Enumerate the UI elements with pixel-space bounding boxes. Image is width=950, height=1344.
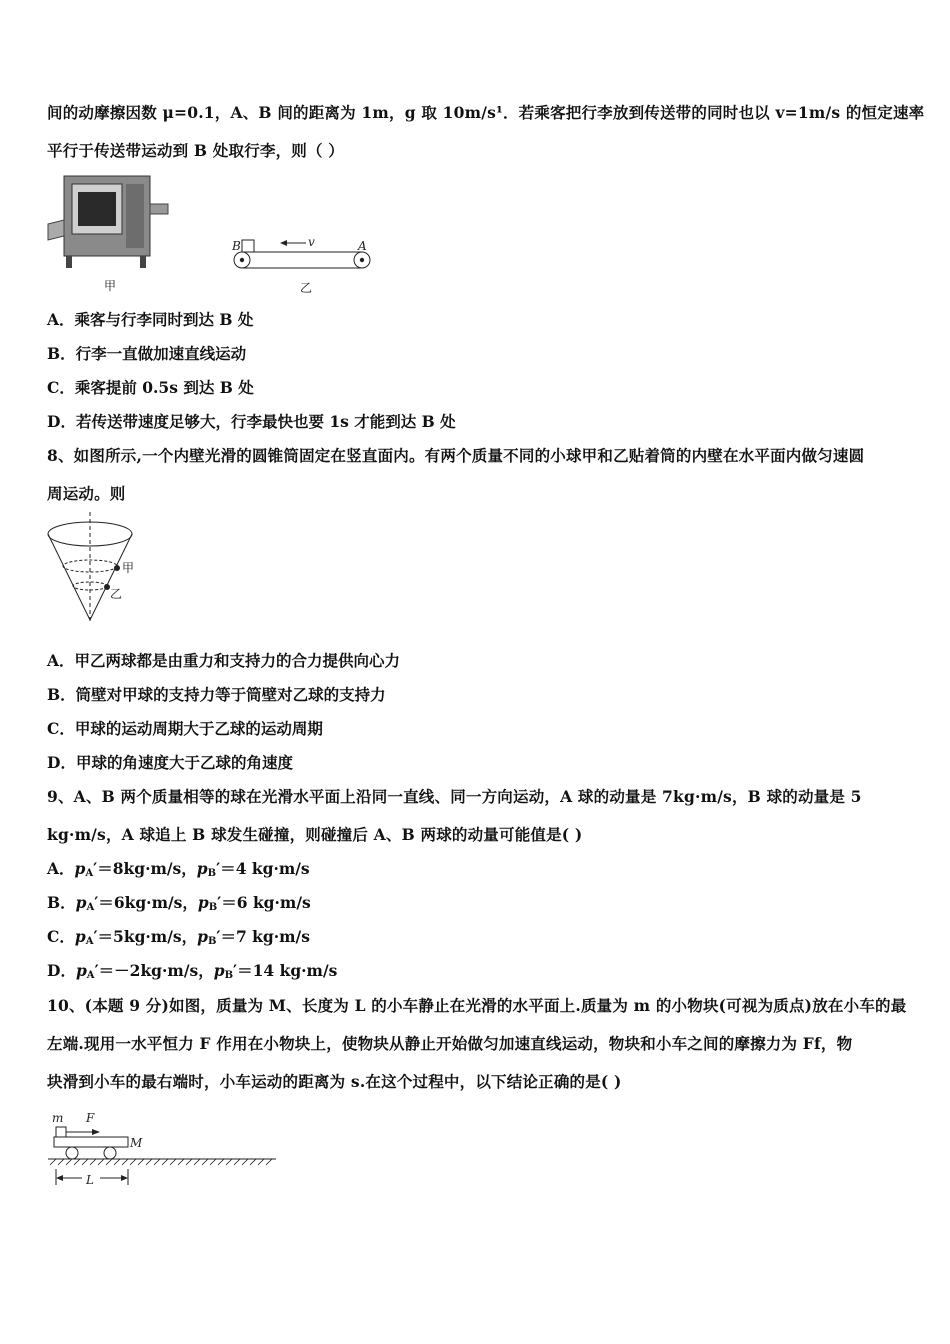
xray-machine-image — [48, 176, 168, 268]
q10-text-line2: 左端.现用一水平恒力 F 作用在小物块上，使物块从静止开始做匀加速直线运动，物块和小车之间的摩擦力为 Ff，物 — [47, 1034, 853, 1053]
belt-velocity-label: v — [308, 235, 315, 249]
ball-a-icon — [114, 565, 120, 571]
belt-label-a: A — [358, 239, 367, 253]
q10-cart-figure — [44, 1105, 284, 1191]
fig-label-b: 乙 — [300, 281, 313, 295]
q7-figure — [44, 170, 384, 295]
ball-b-label: 乙 — [110, 587, 123, 601]
block-m-icon — [56, 1127, 66, 1137]
ball-a-label: 甲 — [122, 561, 135, 575]
label-m: m — [52, 1111, 64, 1125]
q9-option-b: B．$p_A'=6kg\cdot m/s$，$p_B'=6$ kg·m/s — [47, 893, 311, 913]
q7-text-line1: 间的动摩擦因数 μ=0.1，A、B 间的距离为 1m，g 取 10m/s¹．若乘客把行李放到传送带的同时也以 v=1m/s 的恒定速率 — [47, 103, 925, 122]
q9-option-a: A．$p_A'=8kg\cdot m/s$，$p_B'=4$ kg·m/s — [47, 859, 310, 879]
label-M: M — [130, 1136, 143, 1150]
q9-text-line1: 9、A、B 两个质量相等的球在光滑水平面上沿同一直线、同一方向运动，A 球的动量是 7kg·m/s，B 球的动量是 5 — [47, 787, 862, 806]
q8-text-line2: 周运动。则 — [47, 484, 126, 503]
q9-option-d: D．$p_A'=-2kg\cdot m/s$，$p_B'=14$ kg·m/s — [47, 961, 338, 981]
q7-option-d: D．若传送带速度足够大，行李最快也要 1s 才能到达 B 处 — [47, 412, 456, 431]
q10-text-line3: 块滑到小车的最右端时，小车运动的距离为 s.在这个过程中，以下结论正确的是( ) — [47, 1072, 622, 1091]
q7-option-a: A．乘客与行李同时到达 B 处 — [47, 310, 254, 329]
q8-cone-figure — [44, 510, 154, 628]
q8-option-d: D．甲球的角速度大于乙球的角速度 — [47, 753, 293, 772]
belt-label-b: B — [232, 239, 241, 253]
q8-text-line1: 8、如图所示,一个内壁光滑的圆锥筒固定在竖直面内。有两个质量不同的小球甲和乙贴着筒的内壁在水平面内做匀速圆 — [47, 446, 865, 465]
q9-text-line2: kg·m/s，A 球追上 B 球发生碰撞，则碰撞后 A、B 两球的动量可能值是( ) — [47, 825, 583, 844]
q9-option-c: C．$p_A'=5kg\cdot m/s$，$p_B'=7$ kg·m/s — [47, 927, 310, 947]
q7-option-b: B．行李一直做加速直线运动 — [47, 344, 247, 363]
q10-text-line1: 10、(本题 9 分)如图，质量为 M、长度为 L 的小车静止在光滑的水平面上.质量为 m 的小物块(可视为质点)放在小车的最 — [47, 996, 907, 1015]
q8-option-c: C．甲球的运动周期大于乙球的运动周期 — [47, 719, 323, 738]
label-F: F — [86, 1111, 95, 1125]
q8-option-a: A．甲乙两球都是由重力和支持力的合力提供向心力 — [47, 651, 401, 670]
cart-icon — [54, 1137, 128, 1147]
q7-text-line2: 平行于传送带运动到 B 处取行李，则（ ） — [47, 141, 344, 160]
belt-diagram — [231, 235, 370, 268]
fig-label-a: 甲 — [104, 279, 117, 293]
label-L: L — [86, 1173, 94, 1187]
q8-option-b: B．筒壁对甲球的支持力等于筒壁对乙球的支持力 — [47, 685, 386, 704]
q7-option-c: C．乘客提前 0.5s 到达 B 处 — [47, 378, 254, 397]
